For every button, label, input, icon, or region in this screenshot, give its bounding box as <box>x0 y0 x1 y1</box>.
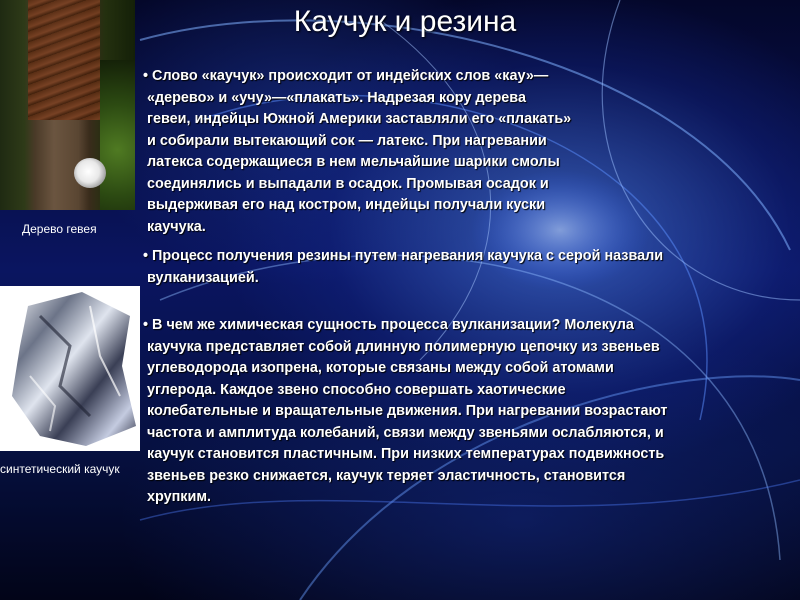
bullet-marker: • <box>143 68 149 84</box>
tree-leaves <box>100 60 135 210</box>
bark-cut <box>28 0 100 120</box>
latex-cup <box>74 158 106 188</box>
line-text: Слово «каучук» происходит от индейских слов «кау»— <box>152 68 549 84</box>
paragraph-vulcanization <box>143 246 793 289</box>
text-line: звеньев резко снижается, каучук теряет эластичность, становится <box>147 467 626 484</box>
text-line <box>143 246 793 268</box>
text-line: каучук становится пластичным. При низких температурах подвижность <box>147 446 665 462</box>
bullet-marker: • <box>143 248 149 264</box>
text-line: и собирали вытекающий сок — латекс. При нагревании <box>147 132 547 149</box>
text-line: частота и амплитуда колебаний, связи между звеньями ослабляются, и <box>147 424 664 441</box>
text-line: латекса содержащиеся в нем мельчайшие шарики смолы <box>147 154 560 170</box>
text-line: каучука. <box>147 218 206 235</box>
paragraph-origin <box>143 66 663 238</box>
text-line: хрупким. <box>147 489 211 505</box>
bullet-marker: • <box>143 317 149 333</box>
text-line: углеводорода изопрена, которые связаны между собой атомами <box>147 360 614 376</box>
rubber-caption: синтетический каучук <box>0 462 120 476</box>
text-line: колебательные и вращательные движения. При нагревании возрастают <box>147 403 668 419</box>
text-line <box>143 66 663 88</box>
text-line: гевеи, индейцы Южной Америки заставляли его «плакать» <box>147 111 572 127</box>
text-line: выдерживая его над костром, индейцы получали куски <box>147 197 546 213</box>
text-line: каучука представляет собой длинную полимерную цепочку из звеньев <box>147 338 660 355</box>
tree-caption: Дерево гевея <box>22 222 97 236</box>
rubber-piece-graphic <box>0 286 140 451</box>
synthetic-rubber-photo <box>0 286 140 451</box>
line-text: Процесс получения резины путем нагревания каучука с серой назвали <box>152 248 664 264</box>
hevea-tree-photo <box>0 0 135 210</box>
text-line: вулканизацией. <box>147 269 259 286</box>
paragraph-chemistry <box>143 315 798 509</box>
text-line <box>143 315 798 337</box>
text-line: «дерево» и «учу»—«плакать». Надрезая кору дерева <box>147 89 526 106</box>
slide-title: Каучук и резина <box>293 5 517 38</box>
text-line: соединялись и выпадали в осадок. Промывая осадок и <box>147 175 549 192</box>
line-text: В чем же химическая сущность процесса вулканизации? Молекула <box>152 317 634 333</box>
text-line: углерода. Каждое звено способно совершать хаотические <box>147 381 566 398</box>
